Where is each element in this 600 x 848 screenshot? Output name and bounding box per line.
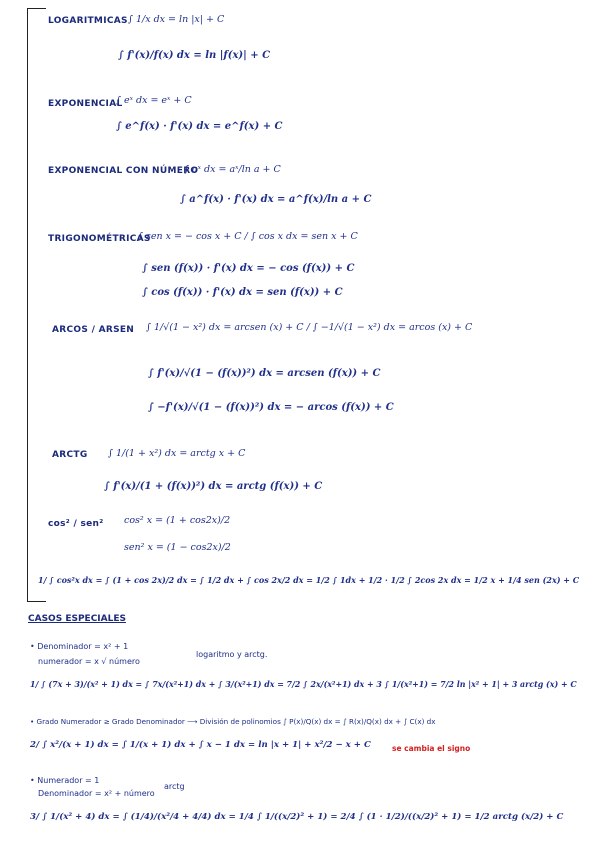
case2-note: se cambia el signo <box>392 744 471 753</box>
heading-exponencial-numero: EXPONENCIAL CON NÚMERO <box>48 166 199 176</box>
heading-trigonometricas: TRIGONOMÉTRICAS <box>48 234 151 244</box>
rule-exponencial-numero: ∫ aˣ dx = aˣ/ln a + C <box>184 164 281 175</box>
composite-trig-cos: ∫ cos (f(x)) · f'(x) dx = sen (f(x)) + C <box>142 287 343 298</box>
case3-example: 3/ ∫ 1/(x² + 4) dx = ∫ (1/4)/(x²/4 + 4/4) dx = 1/4 ∫ 1/((x/2)² + 1) = 2/4 ∫ (1 · 1/2)/((x/2)² + 1) = 1/2 arctg (x/2) + C <box>30 812 564 822</box>
case2-line: • Grado Numerador ≥ Grado Denominador ⟶ División de polinomios ∫ P(x)/Q(x) dx = ∫ R(x)/Q(x) dx + ∫ C(x) dx <box>30 717 436 726</box>
composite-trig-sen: ∫ sen (f(x)) · f'(x) dx = − cos (f(x)) + C <box>142 263 355 274</box>
composite-arctg: ∫ f'(x)/(1 + (f(x))²) dx = arctg (f(x)) + C <box>104 481 323 492</box>
composite-arcos: ∫ −f'(x)/√(1 − (f(x))²) dx = − arcos (f(x)) + C <box>148 402 394 413</box>
case2-example: 2/ ∫ x²/(x + 1) dx = ∫ 1/(x + 1) dx + ∫ x − 1 dx = ln |x + 1| + x²/2 − x + C <box>30 740 371 750</box>
rule-logaritmicas: ∫ 1/x dx = ln |x| + C <box>128 14 225 25</box>
composite-exponencial-numero: ∫ a^f(x) · f'(x) dx = a^f(x)/ln a + C <box>180 194 372 205</box>
rule-arcos: ∫ 1/√(1 − x²) dx = arcsen (x) + C / ∫ −1/√(1 − x²) dx = arcos (x) + C <box>146 322 473 333</box>
case1-note: logaritmo y arctg. <box>196 650 268 659</box>
composite-arcsen: ∫ f'(x)/√(1 − (f(x))²) dx = arcsen (f(x)) + C <box>148 368 381 379</box>
case3-line1: • Numerador = 1 <box>30 776 100 785</box>
case1-line2: numerador = x √ número <box>38 657 140 666</box>
case1-example: 1/ ∫ (7x + 3)/(x² + 1) dx = ∫ 7x/(x²+1) dx + ∫ 3/(x²+1) dx = 7/2 ∫ 2x/(x²+1) dx + 3 ∫ 1/(x²+1) = 7/2 ln |x² + 1| + 3 arctg (x) + C <box>30 680 577 689</box>
heading-arcos: ARCOS / ARSEN <box>52 325 135 335</box>
case3-line2: Denominador = x² + número <box>38 789 155 798</box>
rule-exponencial: ∫ eˣ dx = eˣ + C <box>116 95 192 106</box>
heading-arctg: ARCTG <box>52 450 88 460</box>
rule-trigonometricas: ∫ sen x = − cos x + C / ∫ cos x dx = sen x + C <box>138 231 358 242</box>
heading-logaritmicas: LOGARITMICAS <box>48 16 128 26</box>
heading-exponencial: EXPONENCIAL <box>48 99 123 109</box>
identity-sen-squared: sen² x = (1 − cos2x)/2 <box>124 542 231 553</box>
example-cos-squared: 1/ ∫ cos²x dx = ∫ (1 + cos 2x)/2 dx = ∫ 1/2 dx + ∫ cos 2x/2 dx = 1/2 ∫ 1dx + 1/2 · 1/2 ∫ 2cos 2x dx = 1/2 x + 1/4 sen (2x) + C <box>38 575 580 585</box>
case3-note: arctg <box>164 782 185 791</box>
casos-especiales-title: CASOS ESPECIALES <box>28 614 126 624</box>
section-bracket <box>27 8 46 602</box>
heading-cos-sen: cos² / sen² <box>48 519 104 529</box>
identity-cos-squared: cos² x = (1 + cos2x)/2 <box>124 515 231 526</box>
case1-line1: • Denominador = x² + 1 <box>30 642 129 651</box>
composite-logaritmicas: ∫ f'(x)/f(x) dx = ln |f(x)| + C <box>118 50 271 61</box>
rule-arctg: ∫ 1/(1 + x²) dx = arctg x + C <box>108 448 246 459</box>
composite-exponencial: ∫ e^f(x) · f'(x) dx = e^f(x) + C <box>116 121 283 132</box>
